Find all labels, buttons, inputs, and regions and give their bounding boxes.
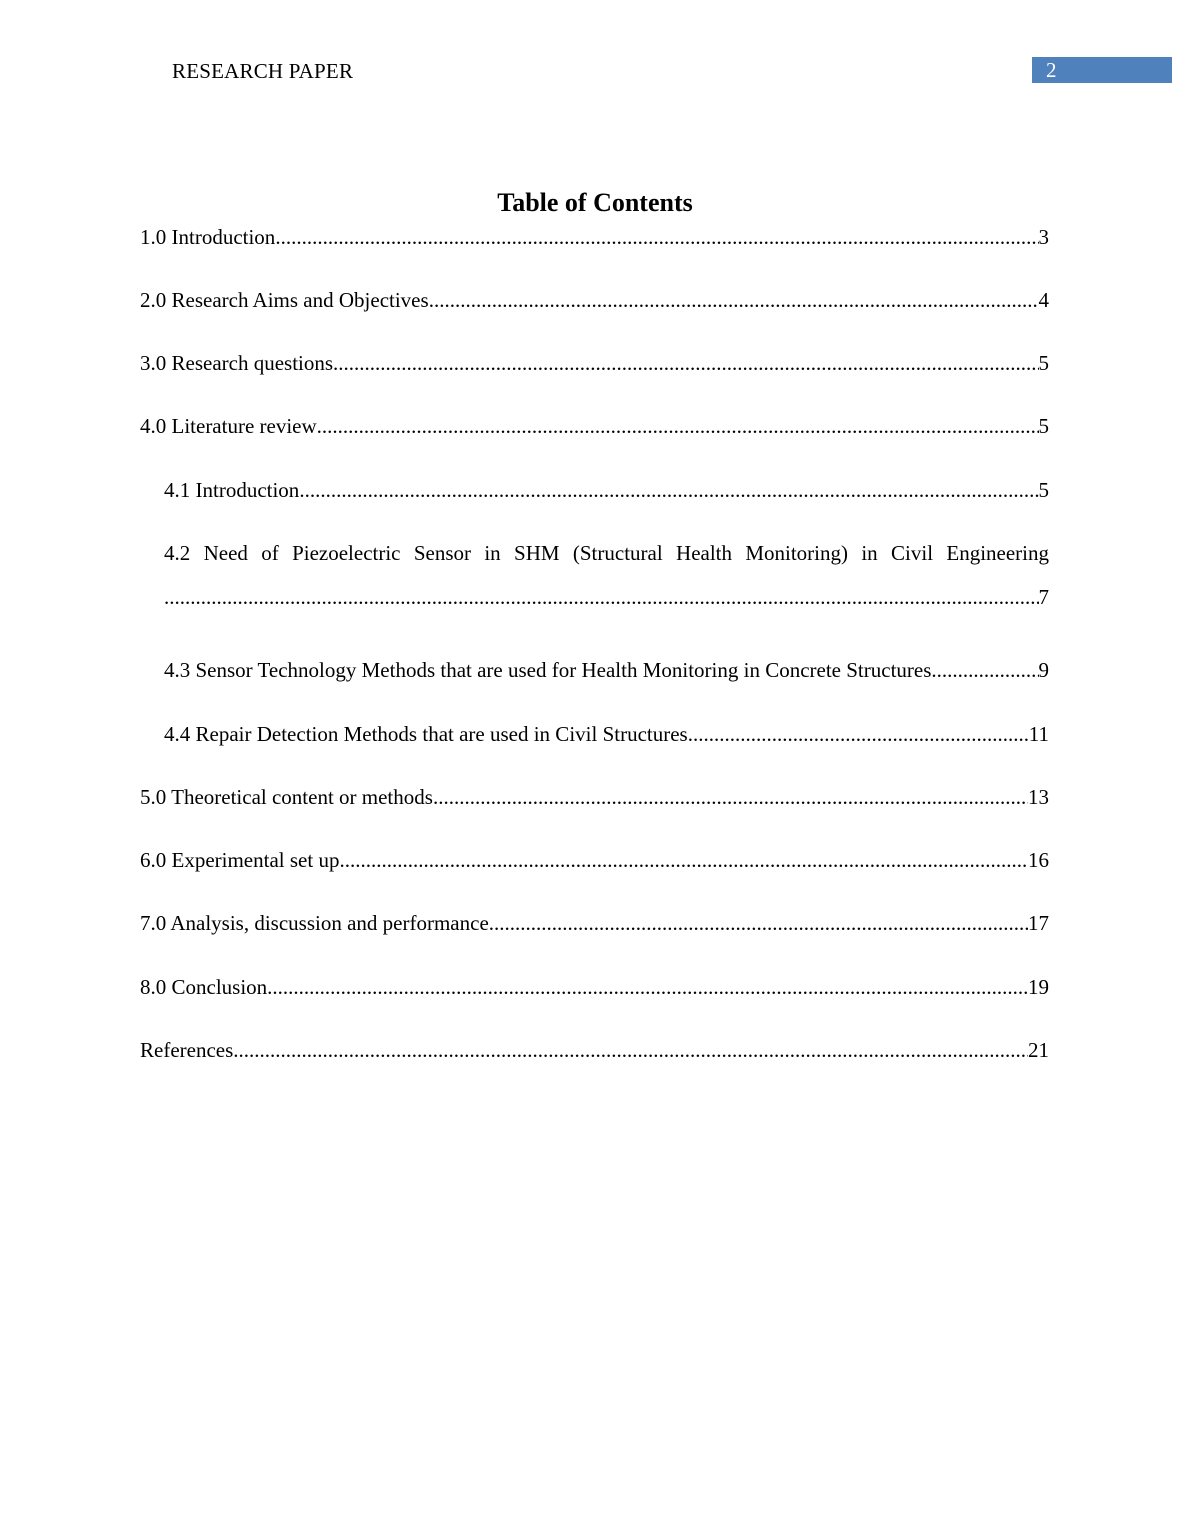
toc-entry-label: 4.1 Introduction <box>164 478 300 502</box>
toc-entry-page: 17 <box>1028 911 1049 935</box>
running-head: RESEARCH PAPER <box>172 59 354 83</box>
toc-entry-label: 1.0 Introduction <box>140 225 276 249</box>
page-number-box <box>1032 57 1172 83</box>
page-number: 2 <box>1046 58 1057 82</box>
dot-leader <box>299 476 1038 504</box>
toc-entry-label: References <box>140 1038 234 1062</box>
dot-leader <box>275 223 1038 251</box>
toc-entry-page: 4 <box>1038 288 1049 312</box>
dot-leader <box>233 1036 1028 1064</box>
dot-leader <box>333 349 1038 377</box>
toc-entry-page: 21 <box>1028 1038 1049 1062</box>
toc-entry[interactable] <box>140 286 1049 314</box>
toc-entry-label: 8.0 Conclusion <box>140 975 268 999</box>
toc-entry-label: 4.4 Repair Detection Methods that are used in Civil Structures <box>164 722 688 746</box>
toc-entry-page: 13 <box>1028 785 1049 809</box>
toc-entry-page: 5 <box>1038 414 1049 438</box>
dot-leader <box>688 720 1029 748</box>
toc-entry[interactable] <box>140 349 1049 377</box>
toc-entry-page: 11 <box>1028 722 1049 746</box>
toc-title: Table of Contents <box>497 188 693 217</box>
toc-entry-page: 16 <box>1028 848 1049 872</box>
toc-entry-label: 3.0 Research questions <box>140 351 334 375</box>
toc-entry-page: 5 <box>1038 351 1049 375</box>
toc-entry-label: 5.0 Theoretical content or methods <box>140 785 433 809</box>
toc-entry-label: 4.0 Literature review <box>140 414 317 438</box>
toc-entry-page: 9 <box>1038 658 1049 682</box>
dot-leader <box>267 973 1028 1001</box>
toc-entry-label: 2.0 Research Aims and Objectives <box>140 288 429 312</box>
toc-entry-sub[interactable] <box>164 720 1049 748</box>
toc-entry[interactable] <box>140 783 1049 811</box>
toc-entry[interactable] <box>140 1036 1049 1064</box>
dot-leader <box>429 286 1039 314</box>
toc-entry-page: 5 <box>1038 478 1049 502</box>
toc-entry[interactable] <box>140 223 1049 251</box>
toc-entry[interactable] <box>140 412 1049 440</box>
toc-entry[interactable] <box>140 846 1049 874</box>
dot-leader <box>931 656 1038 684</box>
dot-leader <box>489 909 1028 937</box>
toc-entry-label: 4.3 Sensor Technology Methods that are used for Health Monitoring in Concrete Structures <box>164 658 932 682</box>
toc-entry[interactable] <box>140 973 1049 1001</box>
toc-entry[interactable] <box>140 909 1049 937</box>
toc-entry-page: 19 <box>1028 975 1049 999</box>
toc-entry-label: 4.2 Need of Piezoelectric Sensor in SHM (Structural Health Monitoring) in Civil Engineering <box>164 541 1049 565</box>
toc-entry-sub[interactable] <box>164 539 1049 611</box>
dot-leader <box>433 783 1028 811</box>
dot-leader <box>164 583 1039 611</box>
toc-entry-label: 7.0 Analysis, discussion and performance <box>140 911 489 935</box>
toc-entry-continuation <box>164 583 1049 611</box>
toc-entry-sub[interactable] <box>164 656 1049 684</box>
toc-entry-label: 6.0 Experimental set up <box>140 848 340 872</box>
toc-entry-page: 3 <box>1038 225 1049 249</box>
dot-leader <box>339 846 1028 874</box>
toc-entry-page: 7 <box>1038 585 1049 609</box>
toc-entry-sub[interactable] <box>164 476 1049 504</box>
dot-leader <box>317 412 1039 440</box>
